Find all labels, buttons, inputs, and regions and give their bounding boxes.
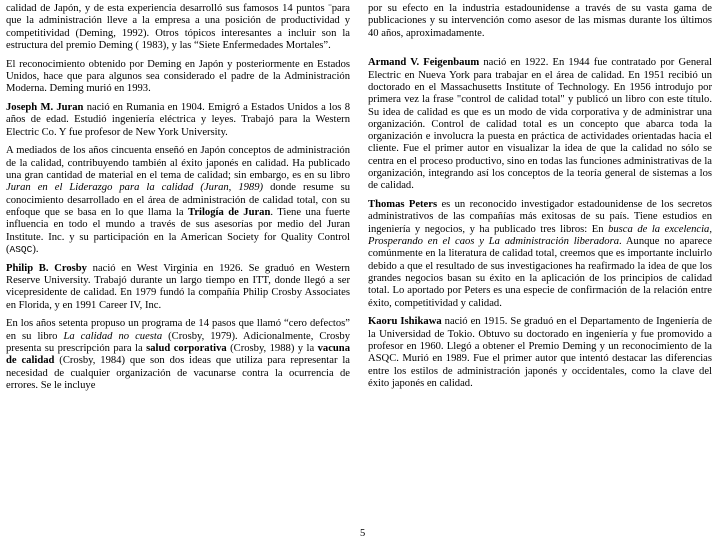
- paragraph-juran-work: [6, 145, 350, 256]
- spacer: [368, 46, 712, 57]
- text-span: ).: [32, 243, 39, 255]
- paragraph-ishikawa: [368, 316, 712, 390]
- name-ishikawa: Kaoru Ishikawa: [368, 316, 442, 328]
- term-salud-corporativa: salud corporativa: [146, 342, 227, 354]
- name-feigenbaum: Armand V. Feigenbaum: [368, 57, 480, 69]
- text-span: (Crosby, 1988) y la: [226, 342, 318, 354]
- juran-bio-text: nació en Rumania en 1904. Emigró a Estados Unidos a los 8 años de edad. Estudió ingeniería eléctrica y leyes. Trabajó para la Western Electric Co. Y fue profesor de New York University.: [6, 102, 350, 138]
- ishikawa-text: nació en 1915. Se graduó en el Departamento de Ingeniería de la Universidad de Tokio. Obtuvo su doctorado en ingeniería y fue promovido a profesor en 1960. Llegó a obtener el Premio Deming y un reconocimiento de la ASQC. Murió en 1989. Fue el primer autor que intentó destacar las diferencias entre los estilos de administración japonés y occidentales, como la clave del éxito japonés en calidad.: [368, 316, 712, 389]
- paragraph-juran-bio: [6, 102, 350, 139]
- term-vacuna-calidad: vacuna de calidad: [6, 342, 350, 367]
- feigenbaum-text: nació en 1922. En 1944 fue contratado por General Electric en Nueva York para trabajar en el área de calidad. En 1951 recibió un doctorado en el Massachusetts Institute of Technology. En 1956 introdujo por primera vez la frase "control de calidad total" y publicó un libro con este título. Su idea de calidad es que es un modo de vida corporativa y de administrar una organización. Control de calidad total es un concepto que abarca toda la organización e involucra la puesta en práctica de actividades orientadas hacia el cliente. Fue el primer autor en visualizar la idea de que la calidad no sólo se centra en el proceso productivo, sino en todas las funciones administrativas de la organización, integrando así los conceptos de la teoría general de sistemas a los de calidad.: [368, 57, 712, 192]
- page-number: 5: [360, 528, 366, 539]
- text-span: (Crosby, 1984) que son dos ideas que utiliza para representar la necesidad de cualquier organización de vacunarse contra la ocurrencia de errores. Se le incluye: [6, 355, 350, 391]
- text-span: A mediados de los años cincuenta enseñó en Japón conceptos de administración de la calidad, contribuyendo también al éxito japonés en calidad. Ha publicado una gran cantidad de material en el tema de calidad; sin embargo, es en su libro: [6, 145, 350, 182]
- left-column: [6, 3, 350, 399]
- acronym-asqc: ASQC: [9, 243, 33, 255]
- paragraph-deming-recognition: El reconocimiento obtenido por Deming en Japón y posteriormente en Estados Unidos, hace que para algunos sea considerado el padre de la Administración Moderna. Deming murió en 1993.: [6, 58, 350, 95]
- paragraph-deming-points: calidad de Japón, y de esta experiencia desarrolló sus famosos 14 puntos ¨para que la administración lleve a la empresa a una posición de productividad y competitividad (Deming, 1992). Otros tópicos interesantes a incluir son la estructura del premio Deming ( 1983), y las “Siete Enfermedades Mortales”.: [6, 3, 350, 51]
- book-titles-peters: busca de la excelencia, Prosperando en el caos y La administración liberadora: [368, 223, 712, 248]
- right-column: [368, 3, 712, 397]
- text-span: . Tiene una fuerte influencia en todo el mundo a través de sus asesorías por medio del Juran Institute. Inc. y su participación en la American Society for Quality Control (: [6, 206, 350, 255]
- paragraph-crosby-continued: por su efecto en la industria estadounidense a través de su vasta gama de publicaciones y su intervención como asesor de las mismas durante los últimos 40 años, aproximadamente.: [368, 3, 712, 39]
- term-trilogia: Trilogía de Juran: [188, 206, 271, 218]
- crosby-bio-text: nació en West Virginia en 1926. Se graduó en Western Reserve University. Trabajó durante un largo tiempo en ITT, donde llegó a ser vicepresidente de calidad. En 1979 fundó la compañía Philip Crosby Associates en Florida, y en 1991 Career IV, Inc.: [6, 262, 350, 311]
- text-span: donde resume su conocimiento desarrollado en el área de administración de calidad total, con su enfoque que se basa en lo que llama la: [6, 182, 350, 218]
- text-span: . Aunque no aparece comúnmente en la literatura de calidad total, creemos que es importante incluirlo debido a que el resultado de sus investigaciones ha reafirmado la idea de que los grandes negocios basan su éxito en la aplicación de los principios de calidad total. Lo aportado por Peters es una especie de confirmación de la relación entre éxito, competitividad y calidad.: [368, 236, 712, 309]
- text-span: es un reconocido investigador estadounidense de los secretos administrativos de las compañías más exitosas de su país. Tiene estudios en ingeniería y negocios, y ha publicado tres libros: En: [368, 199, 712, 235]
- paragraph-crosby-work: [6, 318, 350, 392]
- paragraph-feigenbaum: [368, 57, 712, 192]
- text-span: (Crosby, 1979). Adicionalmente, Crosby presenta su prescripción para la: [6, 330, 350, 354]
- book-title-crosby: La calidad no cuesta: [63, 330, 163, 342]
- name-crosby: Philip B. Crosby: [6, 262, 87, 274]
- paragraph-peters: [368, 199, 712, 310]
- paragraph-crosby-bio: [6, 263, 350, 312]
- text-span: En los años setenta propuso un programa de 14 pasos que llamó “cero defectos” en su libro: [6, 318, 350, 342]
- name-peters: Thomas Peters: [368, 199, 438, 211]
- name-juran: Joseph M. Juran: [6, 102, 84, 114]
- book-title-juran: Juran en el Liderazgo para la calidad (Juran, 1989): [6, 182, 264, 194]
